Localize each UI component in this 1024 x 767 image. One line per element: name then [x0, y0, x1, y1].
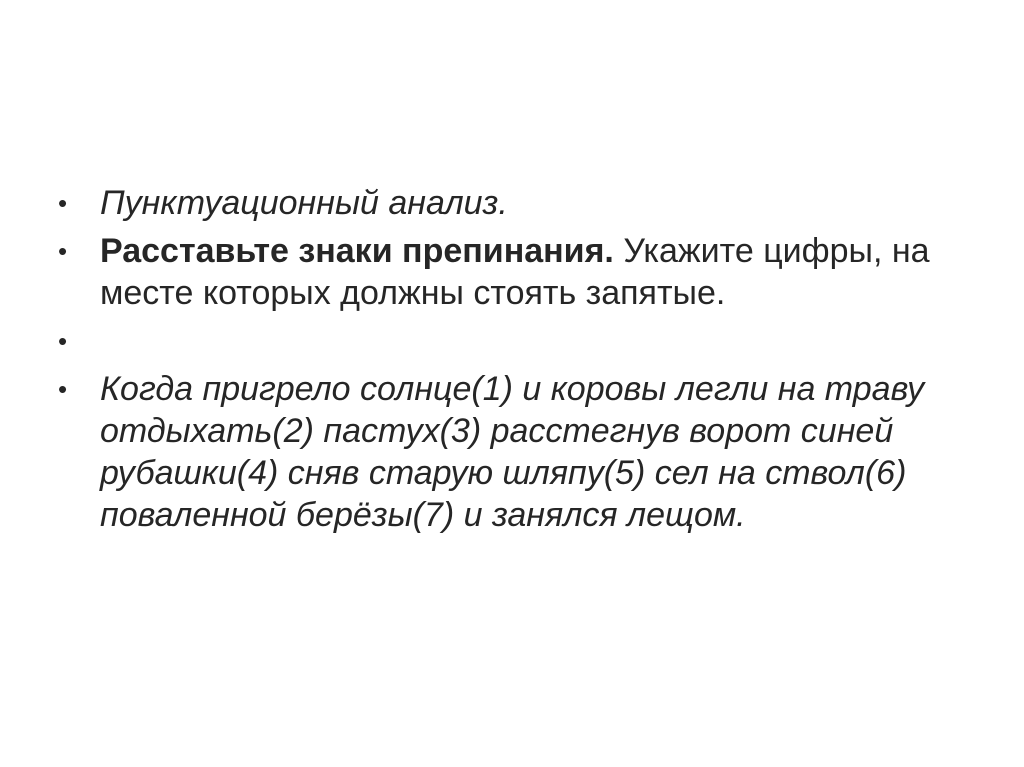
bullet-dot: •	[58, 374, 68, 404]
bullet-item-empty	[58, 320, 958, 362]
instruction-text: Укажите цифры, на месте которых должны стоять запятые.	[100, 232, 930, 312]
bullet-dot: •	[58, 236, 68, 266]
analysis-title: Пунктуационный анализ.	[100, 184, 508, 222]
bullet-item-instruction	[58, 230, 958, 314]
bullet-dot: •	[58, 326, 68, 356]
bullet-list	[58, 182, 958, 542]
exercise-sentence: Когда пригрело солнце(1) и коровы легли на траву отдыхать(2) пастух(3) расстегнув ворот синей рубашки(4) сняв старую шляпу(5) сел на ствол(6) поваленной берёзы(7) и занялся лещом.	[100, 370, 925, 534]
bullet-dot: •	[58, 188, 68, 218]
bullet-item-exercise	[58, 368, 958, 536]
bullet-item-title	[58, 182, 958, 224]
instruction-bold: Расставьте знаки препинания.	[100, 232, 614, 270]
